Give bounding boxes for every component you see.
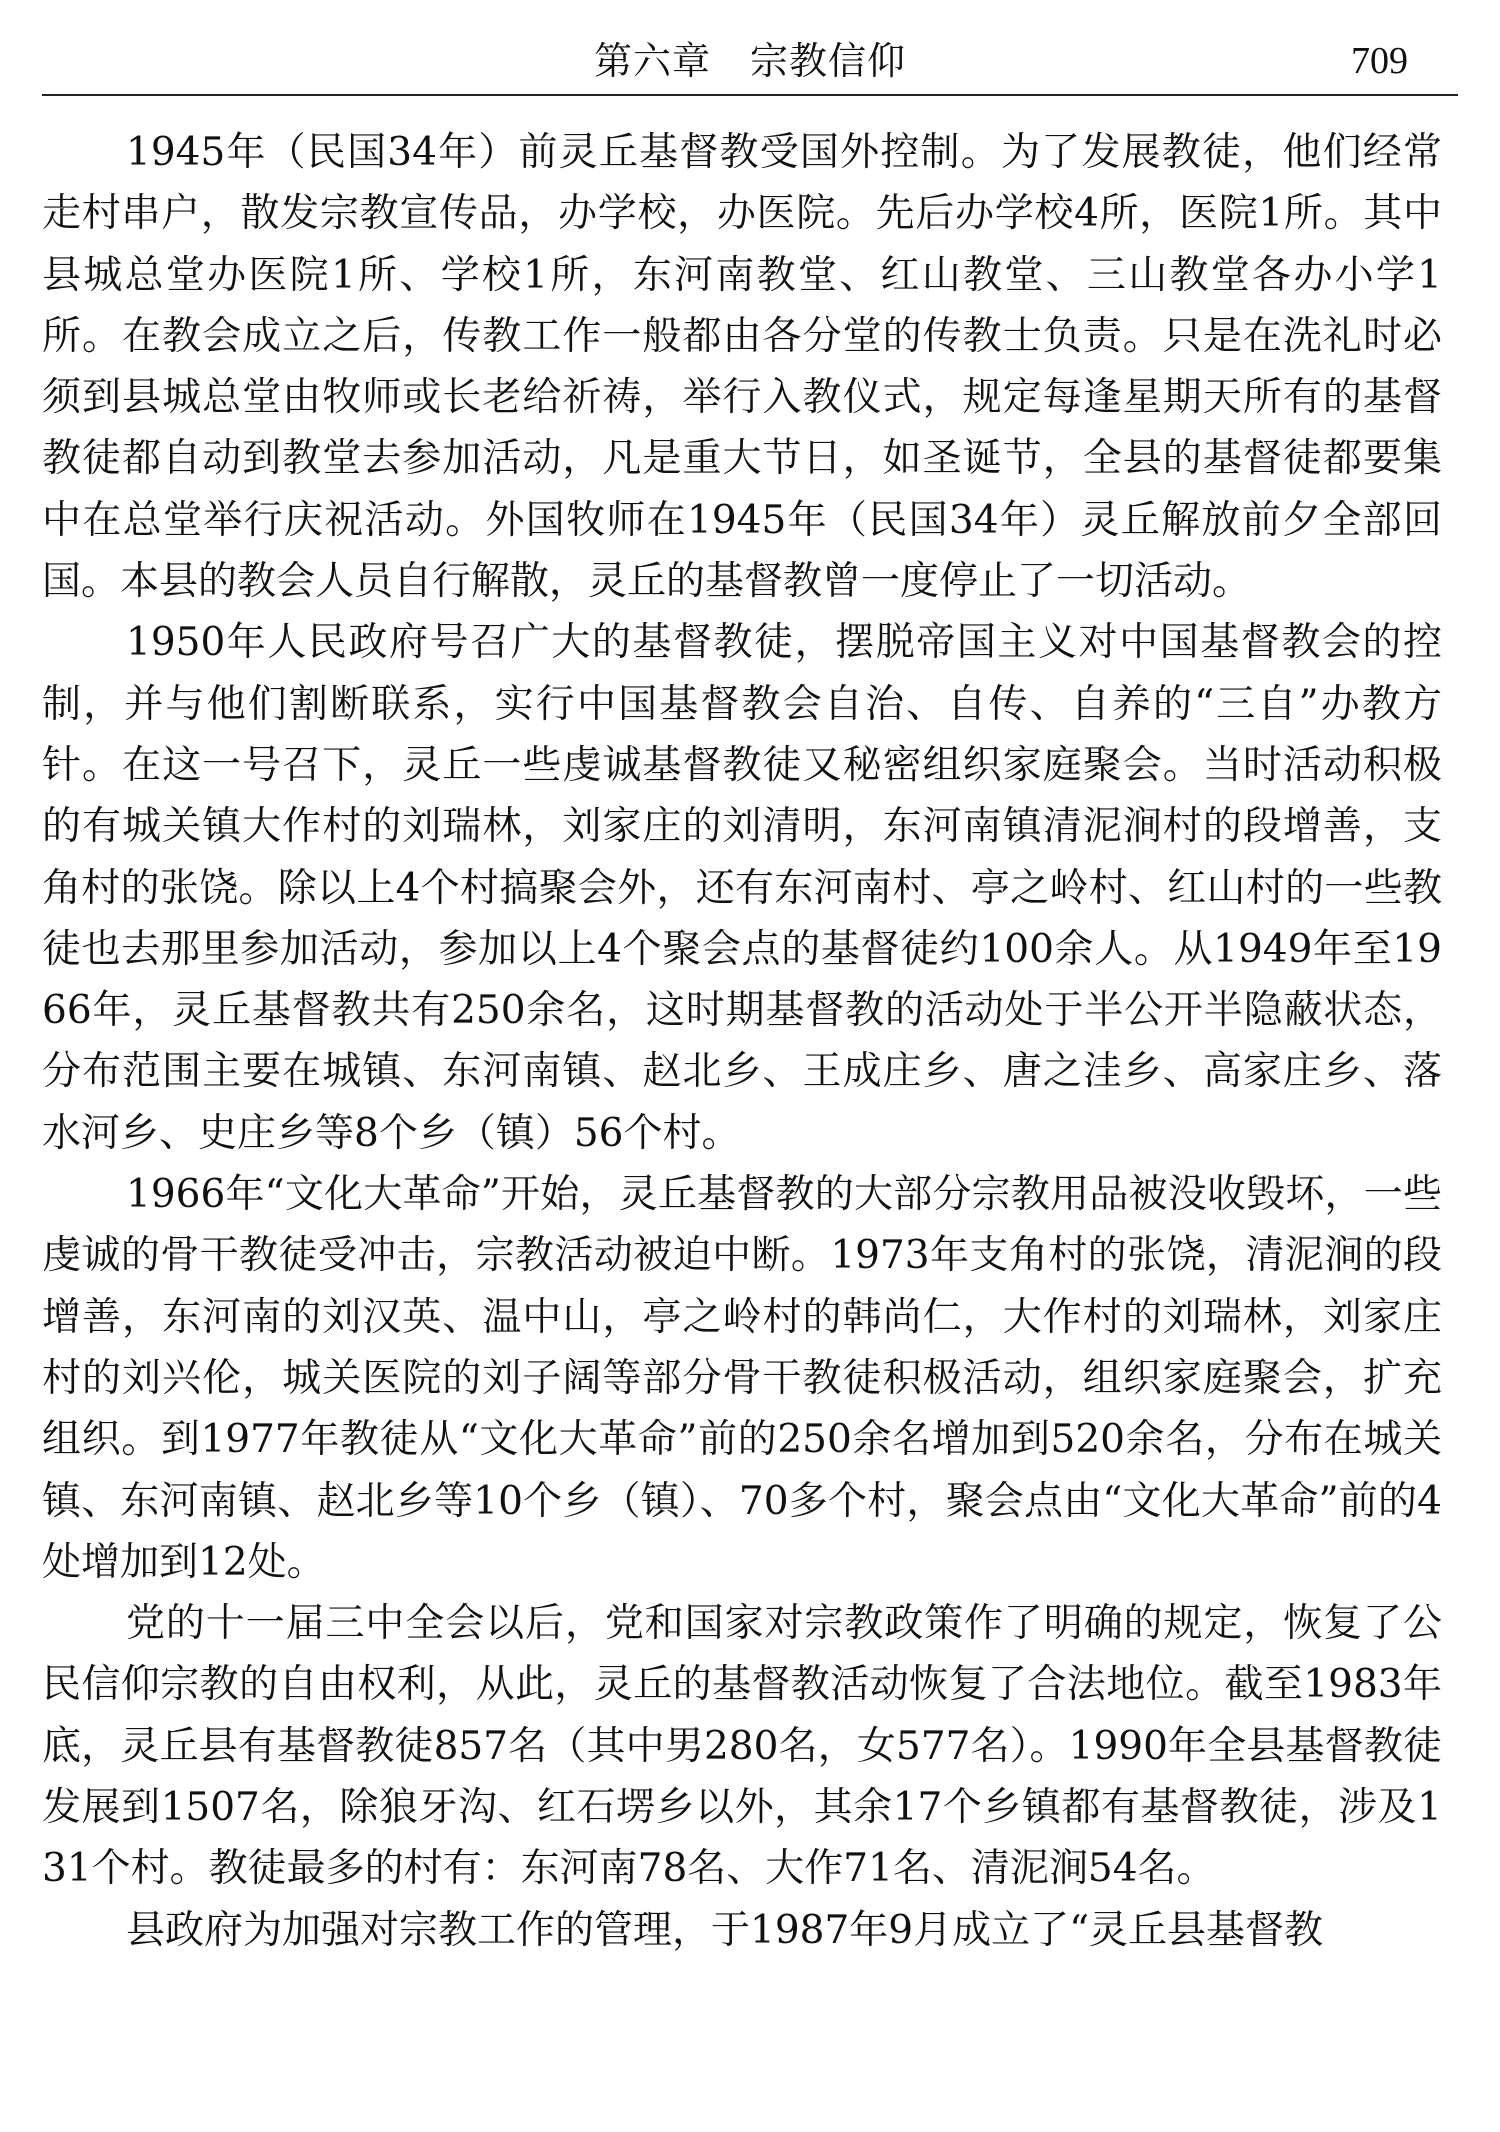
page-number: 709	[1351, 40, 1408, 82]
paragraph-2: 1950年人民政府号召广大的基督教徒，摆脱帝国主义对中国基督教会的控制，并与他们割断联系，实行中国基督教会自治、自传、自养的“三自”办教方针。在这一号召下，灵丘一些虔诚基督教徒又秘密组织家庭聚会。当时活动积极的有城关镇大作村的刘瑞林，刘家庄的刘清明，东河南镇清泥涧村的段增善，支角村的张饶。除以上4个村搞聚会外，还有东河南村、亭之岭村、红山村的一些教徒也去那里参加活动，参加以上4个聚会点的基督徒约100余人。从1949年至1966年，灵丘基督教共有250余名，这时期基督教的活动处于半公开半隐蔽状态，分布范围主要在城镇、东河南镇、赵北乡、王成庄乡、唐之洼乡、高家庄乡、落水河乡、史庄乡等8个乡（镇）56个村。	[42, 620, 1442, 1156]
paragraph-1: 1945年（民国34年）前灵丘基督教受国外控制。为了发展教徒，他们经常走村串户，散发宗教宣传品，办学校，办医院。先后办学校4所，医院1所。其中县城总堂办医院1所、学校1所，东河南教堂、红山教堂、三山教堂各办小学1所。在教会成立之后，传教工作一般都由各分堂的传教士负责。只是在洗礼时必须到县城总堂由牧师或长老给祈祷，举行入教仪式，规定每逢星期天所有的基督教徒都自动到教堂去参加活动，凡是重大节日，如圣诞节，全县的基督徒都要集中在总堂举行庆祝活动。外国牧师在1945年（民国34年）灵丘解放前夕全部回国。本县的教会人员自行解散，灵丘的基督教曾一度停止了一切活动。	[42, 130, 1442, 605]
chapter-title: 第六章 宗教信仰	[593, 39, 906, 83]
header-rule	[42, 94, 1458, 96]
body-text	[42, 122, 1442, 1961]
paragraph-3: 1966年“文化大革命”开始，灵丘基督教的大部分宗教用品被没收毁坏，一些虔诚的骨干教徒受冲击，宗教活动被迫中断。1973年支角村的张饶，清泥涧的段增善，东河南的刘汉英、温中山，亭之岭村的韩尚仁，大作村的刘瑞林，刘家庄村的刘兴伦，城关医院的刘子阔等部分骨干教徒积极活动，组织家庭聚会，扩充组织。到1977年教徒从“文化大革命”前的250余名增加到520余名，分布在城关镇、东河南镇、赵北乡等10个乡（镇）、70多个村，聚会点由“文化大革命”前的4处增加到12处。	[42, 1172, 1442, 1585]
paragraph-5: 县政府为加强对宗教工作的管理，于1987年9月成立了“灵丘县基督教	[126, 1907, 1324, 1953]
running-head	[42, 28, 1458, 96]
paragraph-4: 党的十一届三中全会以后，党和国家对宗教政策作了明确的规定，恢复了公民信仰宗教的自由权利，从此，灵丘的基督教活动恢复了合法地位。截至1983年底，灵丘县有基督教徒857名（其中男280名，女577名）。1990年全县基督教徒发展到1507名，除狼牙沟、红石塄乡以外，其余17个乡镇都有基督教徒，涉及131个村。教徒最多的村有：东河南78名、大作71名、清泥涧54名。	[42, 1601, 1442, 1892]
